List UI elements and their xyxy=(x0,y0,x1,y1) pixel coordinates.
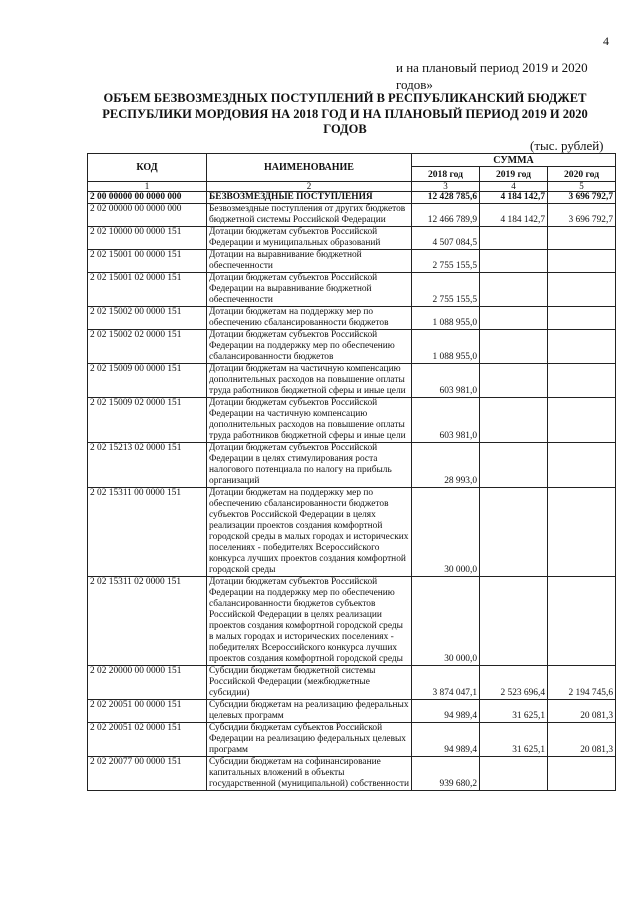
row-code: 2 02 20077 00 0000 151 xyxy=(88,757,207,791)
row-value-2018: 12 466 789,9 xyxy=(412,204,480,227)
table-row xyxy=(88,443,616,488)
column-numbers-row xyxy=(88,182,616,192)
row-name: Дотации бюджетам на частичную компенсацию дополнительных расходов на повышение оплаты труда работников бюджетной сферы и иные цели xyxy=(207,364,412,398)
row-value-2019 xyxy=(480,330,548,364)
row-code: 2 02 20051 00 0000 151 xyxy=(88,700,207,723)
row-value-2019: 31 625,1 xyxy=(480,723,548,757)
row-code: 2 02 15213 02 0000 151 xyxy=(88,443,207,488)
table-row xyxy=(88,250,616,273)
table-row xyxy=(88,364,616,398)
row-value-2018: 2 755 155,5 xyxy=(412,250,480,273)
row-name: БЕЗВОЗМЕЗДНЫЕ ПОСТУПЛЕНИЯ xyxy=(207,192,412,204)
row-name: Дотации бюджетам субъектов Российской Федерации на поддержку мер по обеспечению сбалансированности бюджетов субъектов Российской Федерации в целях реализации проектов создания комфортной городской среды в малых городах и исторических поселениях - победителях Всероссийского конкурса лучших проектов создания комфортной городской среды xyxy=(207,577,412,666)
row-code: 2 02 15009 00 0000 151 xyxy=(88,364,207,398)
row-value-2018: 1 088 955,0 xyxy=(412,330,480,364)
row-value-2020 xyxy=(548,250,616,273)
header-year-2020: 2020 год xyxy=(548,167,616,182)
row-value-2018: 94 989,4 xyxy=(412,700,480,723)
row-code: 2 02 15009 02 0000 151 xyxy=(88,398,207,443)
column-number: 2 xyxy=(207,182,412,192)
header-name: НАИМЕНОВАНИЕ xyxy=(207,154,412,182)
row-name: Субсидии бюджетам бюджетной системы Российской Федерации (межбюджетные субсидии) xyxy=(207,666,412,700)
row-value-2020 xyxy=(548,488,616,577)
row-value-2020 xyxy=(548,443,616,488)
table-row xyxy=(88,204,616,227)
row-value-2020: 2 194 745,6 xyxy=(548,666,616,700)
row-code: 2 02 15311 02 0000 151 xyxy=(88,577,207,666)
row-value-2019 xyxy=(480,364,548,398)
row-value-2018: 12 428 785,6 xyxy=(412,192,480,204)
table-row xyxy=(88,666,616,700)
row-value-2020: 20 081,3 xyxy=(548,700,616,723)
row-value-2018: 1 088 955,0 xyxy=(412,307,480,330)
row-value-2018: 603 981,0 xyxy=(412,398,480,443)
row-name: Субсидии бюджетам на софинансирование капитальных вложений в объекты государственной (муниципальной) собственности xyxy=(207,757,412,791)
row-value-2019 xyxy=(480,227,548,250)
row-value-2020 xyxy=(548,227,616,250)
header-sum: СУММА xyxy=(412,154,616,167)
row-value-2019: 4 184 142,7 xyxy=(480,204,548,227)
row-value-2018: 2 755 155,5 xyxy=(412,273,480,307)
table-row xyxy=(88,577,616,666)
budget-table xyxy=(87,153,616,791)
row-value-2020: 3 696 792,7 xyxy=(548,192,616,204)
table-row xyxy=(88,273,616,307)
table-row xyxy=(88,398,616,443)
row-value-2018: 30 000,0 xyxy=(412,488,480,577)
row-code: 2 02 00000 00 0000 000 xyxy=(88,204,207,227)
row-value-2019 xyxy=(480,398,548,443)
row-value-2020 xyxy=(548,364,616,398)
table-row xyxy=(88,307,616,330)
row-name: Субсидии бюджетам субъектов Российской Федерации на реализацию федеральных целевых программ xyxy=(207,723,412,757)
row-name: Дотации бюджетам на поддержку мер по обеспечению сбалансированности бюджетов xyxy=(207,307,412,330)
table-row xyxy=(88,227,616,250)
row-value-2019 xyxy=(480,577,548,666)
row-value-2019 xyxy=(480,757,548,791)
row-name: Дотации бюджетам субъектов Российской Федерации на частичную компенсацию дополнительных расходов на повышение оплаты труда работников бюджетной сферы и иные цели xyxy=(207,398,412,443)
row-value-2020 xyxy=(548,307,616,330)
row-code: 2 02 10000 00 0000 151 xyxy=(88,227,207,250)
table-row xyxy=(88,330,616,364)
row-value-2019 xyxy=(480,250,548,273)
row-code: 2 02 15001 00 0000 151 xyxy=(88,250,207,273)
row-value-2020 xyxy=(548,757,616,791)
row-value-2020: 3 696 792,7 xyxy=(548,204,616,227)
header-year-2019: 2019 год xyxy=(480,167,548,182)
header-code: КОД xyxy=(88,154,207,182)
table-row xyxy=(88,723,616,757)
row-value-2020 xyxy=(548,273,616,307)
row-value-2019 xyxy=(480,488,548,577)
column-number: 3 xyxy=(412,182,480,192)
row-name: Дотации бюджетам субъектов Российской Федерации на выравнивание бюджетной обеспеченности xyxy=(207,273,412,307)
row-value-2020 xyxy=(548,398,616,443)
column-number: 4 xyxy=(480,182,548,192)
column-number: 1 xyxy=(88,182,207,192)
row-code: 2 02 15001 02 0000 151 xyxy=(88,273,207,307)
header-year-2018: 2018 год xyxy=(412,167,480,182)
row-value-2019: 4 184 142,7 xyxy=(480,192,548,204)
document-title: ОБЪЕМ БЕЗВОЗМЕЗДНЫХ ПОСТУПЛЕНИЙ В РЕСПУБЛИКАНСКИЙ БЮДЖЕТ РЕСПУБЛИКИ МОРДОВИЯ НА 2018 ГОД И НА ПЛАНОВЫЙ ПЕРИОД 2019 И 2020 ГОДОВ xyxy=(102,91,588,136)
row-value-2018: 3 874 047,1 xyxy=(412,666,480,700)
column-number: 5 xyxy=(548,182,616,192)
row-value-2019: 31 625,1 xyxy=(480,700,548,723)
table-row xyxy=(88,700,616,723)
row-code: 2 00 00000 00 0000 000 xyxy=(88,192,207,204)
units-label: (тыс. рублей) xyxy=(530,138,604,153)
table-row xyxy=(88,757,616,791)
row-value-2018: 939 680,2 xyxy=(412,757,480,791)
row-value-2018: 603 981,0 xyxy=(412,364,480,398)
row-value-2018: 94 989,4 xyxy=(412,723,480,757)
row-name: Дотации бюджетам субъектов Российской Федерации и муниципальных образований xyxy=(207,227,412,250)
row-name: Субсидии бюджетам на реализацию федеральных целевых программ xyxy=(207,700,412,723)
row-name: Дотации бюджетам субъектов Российской Федерации в целях стимулирования роста налогового потенциала по налогу на прибыль организаций xyxy=(207,443,412,488)
row-value-2020 xyxy=(548,330,616,364)
page-number: 4 xyxy=(603,34,609,48)
table-row xyxy=(88,488,616,577)
row-code: 2 02 15311 00 0000 151 xyxy=(88,488,207,577)
row-value-2019 xyxy=(480,273,548,307)
row-value-2018: 28 993,0 xyxy=(412,443,480,488)
row-value-2020: 20 081,3 xyxy=(548,723,616,757)
row-name: Дотации на выравнивание бюджетной обеспеченности xyxy=(207,250,412,273)
row-code: 2 02 15002 02 0000 151 xyxy=(88,330,207,364)
row-name: Безвозмездные поступления от других бюджетов бюджетной системы Российской Федерации xyxy=(207,204,412,227)
document-subtitle: и на плановый период 2019 и 2020 годов» xyxy=(396,60,588,92)
row-code: 2 02 20051 02 0000 151 xyxy=(88,723,207,757)
row-code: 2 02 15002 00 0000 151 xyxy=(88,307,207,330)
row-name: Дотации бюджетам на поддержку мер по обеспечению сбалансированности бюджетов субъектов Российской Федерации в целях реализации проектов создания комфортной городской среды в малых городах и исторических поселениях - победителях Всероссийского конкурса лучших проектов создания комфортной городской среды xyxy=(207,488,412,577)
row-code: 2 02 20000 00 0000 151 xyxy=(88,666,207,700)
row-value-2019 xyxy=(480,443,548,488)
row-name: Дотации бюджетам субъектов Российской Федерации на поддержку мер по обеспечению сбалансированности бюджетов xyxy=(207,330,412,364)
row-value-2019 xyxy=(480,307,548,330)
row-value-2018: 30 000,0 xyxy=(412,577,480,666)
row-value-2020 xyxy=(548,577,616,666)
table-row xyxy=(88,192,616,204)
row-value-2019: 2 523 696,4 xyxy=(480,666,548,700)
row-value-2018: 4 507 084,5 xyxy=(412,227,480,250)
